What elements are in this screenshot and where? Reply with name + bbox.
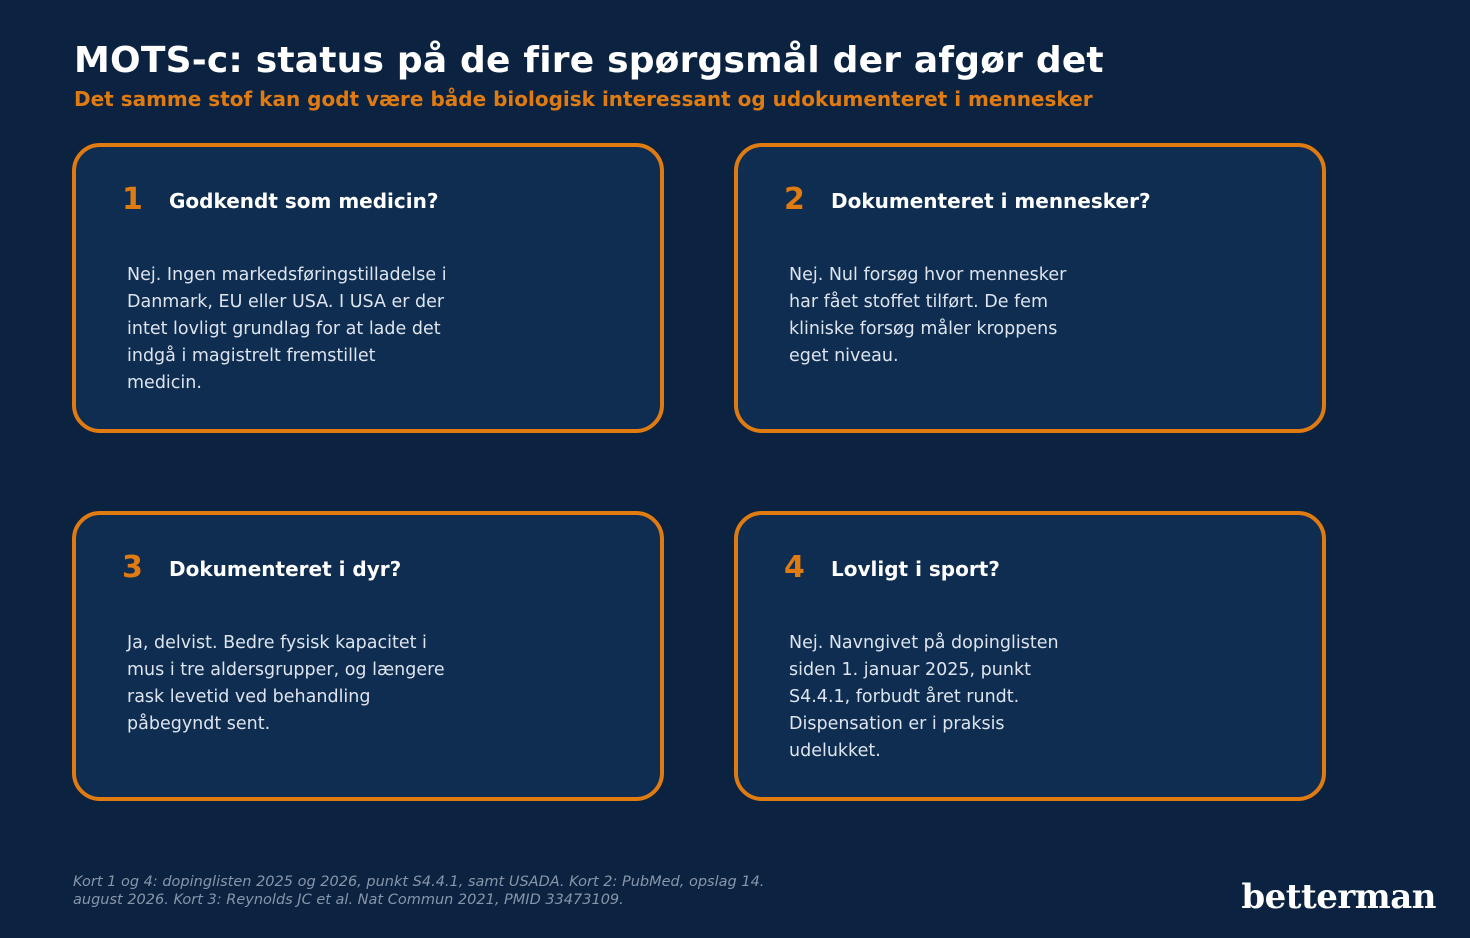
card-heading: Dokumenteret i mennesker?: [831, 189, 1151, 213]
card-body: Nej. Nul forsøg hvor mennesker har fået stoffet tilført. De fem kliniske forsøg måler kroppens eget niveau.: [789, 265, 1067, 366]
card-heading: Dokumenteret i dyr?: [169, 557, 402, 581]
page-subtitle: Det samme stof kan godt være både biologisk interessant og udokumenteret i mennesker: [74, 87, 1093, 111]
card-heading: Godkendt som medicin?: [169, 189, 439, 213]
card-number: 2: [784, 182, 805, 217]
card-approved-as-medicine: [72, 143, 664, 433]
card-documented-in-humans: [734, 143, 1326, 433]
card-number: 1: [122, 182, 143, 217]
card-body: Nej. Ingen markedsføringstilladelse i Danmark, EU eller USA. I USA er der intet lovligt grundlag for at lade det indgå i magistrelt fremstillet medicin.: [127, 265, 447, 393]
card-legal-in-sport: [734, 511, 1326, 801]
card-body: Nej. Navngivet på dopinglisten siden 1. januar 2025, punkt S4.4.1, forbudt året rundt. Dispensation er i praksis udelukket.: [789, 633, 1059, 761]
brand-logo: betterman: [1241, 877, 1436, 917]
card-documented-in-animals: [72, 511, 664, 801]
card-heading: Lovligt i sport?: [831, 557, 1000, 581]
source-footnote: Kort 1 og 4: dopinglisten 2025 og 2026, punkt S4.4.1, samt USADA. Kort 2: PubMed, opslag 14. august 2026. Kort 3: Reynolds JC et al. Nat Commun 2021, PMID 33473109.: [73, 874, 765, 908]
card-number: 3: [122, 550, 143, 585]
card-body: Ja, delvist. Bedre fysisk kapacitet i mus i tre aldersgrupper, og længere rask levetid ved behandling påbegyndt sent.: [127, 633, 445, 734]
card-number: 4: [784, 550, 805, 585]
page-title: MOTS-c: status på de fire spørgsmål der afgør det: [74, 40, 1104, 81]
